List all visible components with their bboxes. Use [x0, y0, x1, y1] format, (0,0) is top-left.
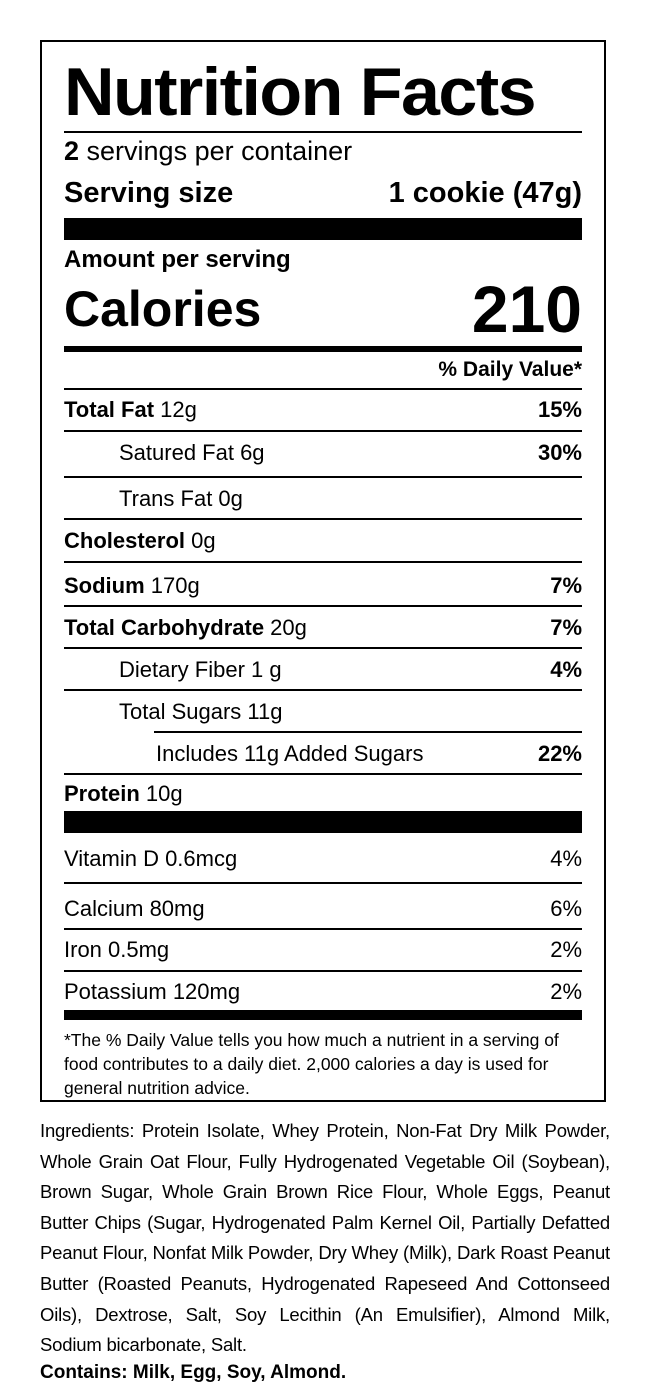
serving-size-row [64, 174, 582, 212]
divider [64, 605, 582, 607]
vitamin-dv: 6% [550, 896, 582, 921]
nutrient-name: Total Sugars 11g [119, 699, 283, 724]
servings-text: servings per container [79, 136, 353, 166]
allergen-statement: Contains: Milk, Egg, Soy, Almond. [40, 1362, 347, 1383]
nutrient-dv: 7% [550, 573, 582, 598]
servings-per-container [64, 134, 582, 168]
divider [64, 689, 582, 691]
thick-divider [64, 811, 582, 833]
nutrient-dv: 15% [537, 397, 582, 422]
calories-value: 210 [471, 272, 582, 346]
divider [64, 131, 582, 133]
amount-per-serving: Amount per serving [64, 246, 291, 273]
nutrition-facts-panel [40, 40, 606, 1102]
nutrient-row-total-fat [64, 390, 582, 430]
nutrient-dv: 22% [537, 741, 582, 766]
vitamin-row [64, 889, 582, 929]
divider [64, 476, 582, 478]
daily-value-footnote: *The % Daily Value tells you how much a nutrient in a serving of food contributes to a daily diet. 2,000 calories a day is used for general nutrition advice. [64, 1030, 559, 1098]
nutrient-row-total-sugars [119, 692, 582, 732]
nutrient-name: Total Fat [64, 397, 155, 422]
vitamin-dv: 2% [550, 979, 582, 1004]
servings-count: 2 [64, 136, 80, 166]
nutrient-name: Trans Fat 0g [119, 486, 243, 511]
vitamin-row [64, 930, 582, 970]
serving-size-value: 1 cookie (47g) [388, 177, 582, 209]
nutrient-row-saturated-fat [119, 433, 582, 473]
vitamin-dv: 2% [550, 937, 582, 962]
nutrient-row-cholesterol [64, 521, 582, 561]
divider [64, 430, 582, 432]
ingredients-list: Ingredients: Protein Isolate, Whey Protein, Non-Fat Dry Milk Powder, Whole Grain Oat Flour, Fully Hydrogenated Vegetable Oil (Soybean), Brown Sugar, Whole Grain Brown Rice Flour, Whole Eggs, Peanut Butter Chips (Sugar, Hydrogenated Palm Kernel Oil, Partially Defatted Peanut Flour, Nonfat Milk Powder, Dry Whey (Milk), Dark Roast Peanut Butter (Roasted Peanuts, Hydrogenated Rapeseed And Cottonseed Oils), Dextrose, Salt, Soy Lecithin (An Emulsifier), Almond Milk, Sodium bicarbonate, Salt. [40, 1120, 610, 1356]
nutrient-row-protein [64, 774, 582, 814]
nutrient-name: Dietary Fiber 1 g [119, 657, 282, 682]
divider [154, 731, 582, 733]
medium-divider [64, 1010, 582, 1020]
nutrient-name: Includes 11g Added Sugars [156, 741, 424, 766]
nutrient-amount: 0g [185, 528, 216, 553]
daily-value-header: % Daily Value* [438, 358, 582, 381]
vitamin-name: Iron 0.5mg [64, 937, 170, 962]
nutrient-row-total-carbohydrate [64, 608, 582, 648]
nutrient-name: Sodium [64, 573, 145, 598]
nutrient-name: Satured Fat 6g [119, 440, 265, 465]
nutrient-name: Protein [64, 781, 140, 806]
nutrient-amount: 10g [139, 781, 183, 806]
nutrient-row-added-sugars [156, 734, 582, 774]
divider [64, 647, 582, 649]
nutrition-facts-title: Nutrition Facts [64, 54, 536, 130]
vitamin-name: Potassium 120mg [64, 979, 241, 1004]
vitamin-name: Calcium 80mg [64, 896, 205, 921]
nutrient-dv: 30% [537, 440, 582, 465]
nutrient-dv: 7% [550, 615, 582, 640]
nutrient-name: Cholesterol [64, 528, 186, 553]
serving-size-label: Serving size [64, 177, 234, 209]
medium-divider [64, 346, 582, 352]
vitamin-row [64, 839, 582, 879]
divider [64, 518, 582, 520]
thick-divider [64, 218, 582, 240]
nutrient-amount: 20g [264, 615, 307, 640]
vitamin-name: Vitamin D 0.6mcg [64, 846, 238, 871]
nutrient-amount: 170g [144, 573, 200, 598]
divider [64, 882, 582, 884]
nutrient-row-trans-fat [119, 479, 582, 519]
nutrient-name: Total Carbohydrate [64, 615, 265, 640]
nutrient-amount: 12g [154, 397, 197, 422]
nutrient-row-dietary-fiber [119, 650, 582, 690]
calories-label: Calories [64, 281, 262, 337]
calories-row [64, 274, 582, 344]
vitamin-dv: 4% [550, 846, 582, 871]
divider [64, 561, 582, 563]
vitamin-row [64, 972, 582, 1012]
nutrient-dv: 4% [550, 657, 582, 682]
nutrient-row-sodium [64, 566, 582, 606]
